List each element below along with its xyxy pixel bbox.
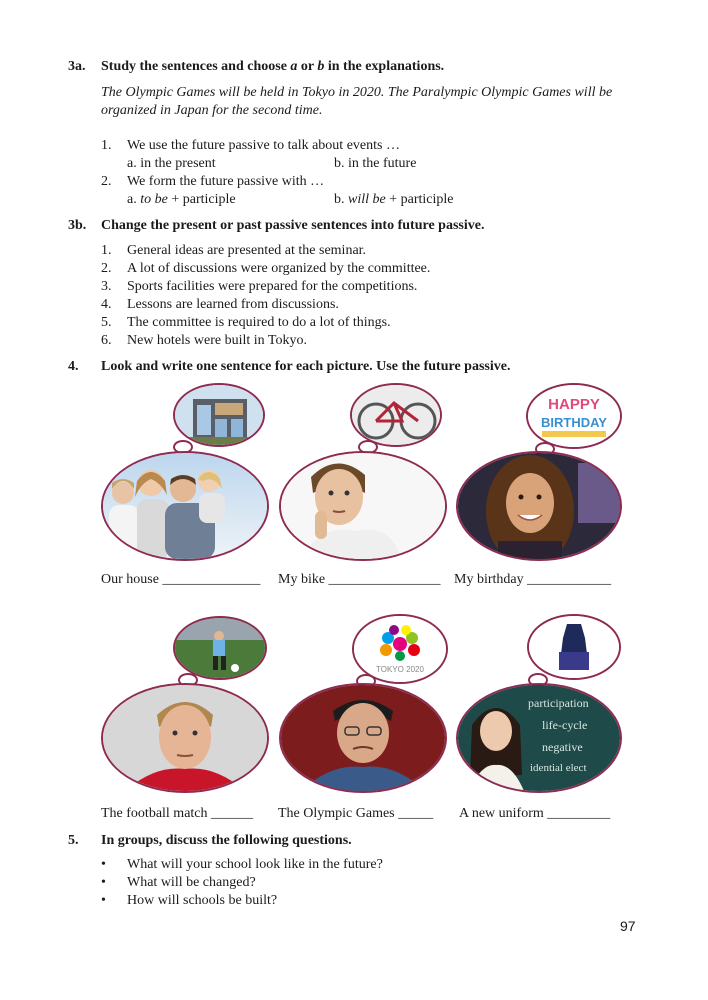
exercise-4-number: 4. — [68, 359, 79, 374]
caption-football-match: The football match ______ — [101, 806, 254, 821]
caption-olympic-games: The Olympic Games _____ — [278, 806, 434, 821]
q2-number: 2. — [101, 174, 112, 189]
3b-item-3-number: 3. — [101, 279, 112, 294]
board-line-4: idential elect — [530, 762, 587, 774]
board-line-1: participation — [528, 696, 589, 710]
discussion-question-1: What will your school look like in the future? — [127, 857, 383, 872]
caption-my-bike: My bike ________________ — [278, 572, 441, 587]
q2-option-a — [127, 192, 236, 208]
q2-option-b — [334, 192, 454, 208]
school-uniform-image — [529, 616, 619, 678]
exercise-3b-number: 3b. — [68, 218, 87, 233]
house-thought-bubble — [173, 383, 265, 447]
modern-house-image — [175, 385, 263, 445]
politician-photo — [279, 683, 447, 793]
q2-a-prefix: a. — [127, 192, 141, 207]
bubble-happy-text: HAPPY — [548, 396, 600, 413]
bullet-dot-icon: • — [101, 893, 106, 908]
3b-item-5-text: The committee is required to do a lot of things. — [127, 315, 391, 330]
bubble-birthday-text: BIRTHDAY — [541, 415, 607, 430]
q2-b-italic: will be — [348, 192, 386, 207]
q2-b-suffix: + participle — [385, 192, 454, 207]
3b-item-5-number: 5. — [101, 315, 112, 330]
q1-text: We use the future passive to talk about events … — [127, 138, 400, 153]
football-match-image — [175, 618, 265, 678]
footballer-photo — [101, 683, 269, 793]
exercise-3a-instruction-text: Study the sentences and choose a or b in the explanations. — [101, 59, 445, 74]
exercise-3a-number: 3a. — [68, 59, 86, 74]
3b-item-4-text: Lessons are learned from discussions. — [127, 297, 339, 312]
3b-item-6-text: New hotels were built in Tokyo. — [127, 333, 307, 348]
exercise-3a-instruction — [101, 59, 444, 75]
board-line-3: negative — [542, 740, 583, 754]
q2-a-italic: to be — [140, 192, 168, 207]
discussion-question-3: How will schools be built? — [127, 893, 278, 908]
girl-smiling-photo — [456, 451, 622, 561]
tokyo-logo-text: TOKYO 2020 — [376, 665, 424, 674]
example-sentence-line-2: organized in Japan for the second time. — [101, 103, 323, 118]
birthday-candles-image — [528, 385, 620, 447]
caption-our-house: Our house ______________ — [101, 572, 261, 587]
3b-item-2-text: A lot of discussions were organized by the committee. — [127, 261, 431, 276]
3b-item-3-text: Sports facilities were prepared for the competitions. — [127, 279, 418, 294]
discussion-question-2: What will be changed? — [127, 875, 256, 890]
football-thought-bubble — [173, 616, 267, 680]
teacher-photo — [456, 683, 622, 793]
exercise-5-instruction: In groups, discuss the following questions. — [101, 833, 352, 848]
3b-item-4-number: 4. — [101, 297, 112, 312]
caption-my-birthday: My birthday ____________ — [454, 572, 612, 587]
page-number: 97 — [620, 918, 636, 934]
tokyo-2020-logo — [354, 616, 446, 682]
bicycle-image — [352, 385, 440, 445]
q1-option-a: a. in the present — [127, 156, 216, 171]
exercise-3b-instruction: Change the present or past passive sentences into future passive. — [101, 218, 485, 233]
3b-item-6-number: 6. — [101, 333, 112, 348]
bullet-dot-icon: • — [101, 875, 106, 890]
q2-b-prefix: b. — [334, 192, 348, 207]
exercise-4-instruction: Look and write one sentence for each picture. Use the future passive. — [101, 359, 511, 374]
3b-item-2-number: 2. — [101, 261, 112, 276]
bike-thought-bubble — [350, 383, 442, 447]
board-line-2: life-cycle — [542, 718, 588, 732]
caption-new-uniform: A new uniform _________ — [459, 806, 611, 821]
example-sentence-line-1: The Olympic Games will be held in Tokyo in 2020. The Paralympic Olympic Games will be — [101, 85, 613, 100]
3b-item-1-text: General ideas are presented at the seminar. — [127, 243, 367, 258]
exercise-5-number: 5. — [68, 833, 79, 848]
3b-item-1-number: 1. — [101, 243, 112, 258]
family-photo — [101, 451, 269, 561]
q2-a-suffix: + participle — [167, 192, 236, 207]
uniform-thought-bubble — [527, 614, 621, 680]
bullet-dot-icon: • — [101, 857, 106, 872]
q2-text: We form the future passive with … — [127, 174, 325, 189]
q1-number: 1. — [101, 138, 112, 153]
boy-thinking-photo — [279, 451, 447, 561]
birthday-thought-bubble — [526, 383, 622, 449]
q1-option-b: b. in the future — [334, 156, 417, 171]
